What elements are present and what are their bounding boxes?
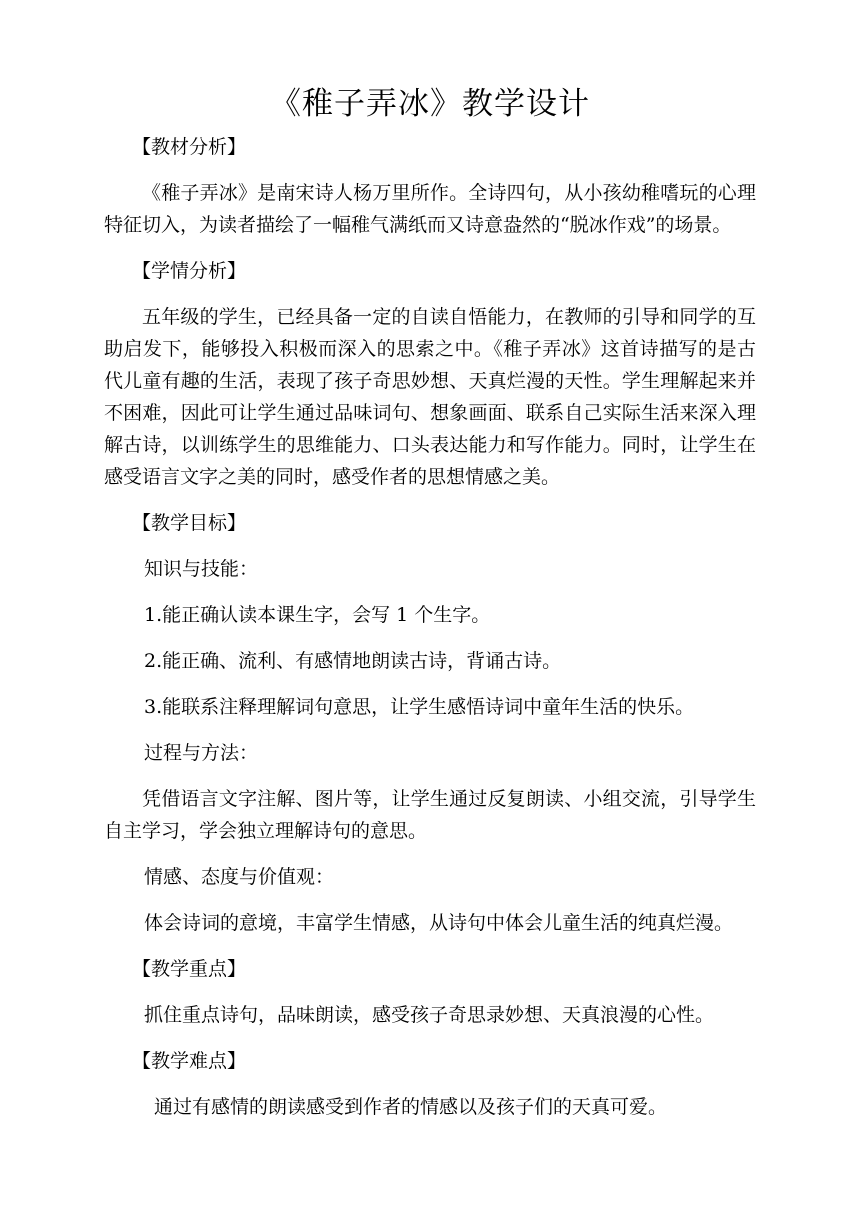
material-analysis-paragraph: 《稚子弄冰》是南宋诗人杨万里所作。全诗四句，从小孩幼稚嗜玩的心理特征切入，为读者描绘了一幅稚气满纸而又诗意盎然的“脱冰作戏”的场景。 — [104, 182, 756, 236]
difficulties-heading: 【教学难点】 — [132, 1050, 247, 1072]
material-analysis-heading: 【教材分析】 — [132, 136, 247, 158]
knowledge-item-1: 1.能正确认读本课生字，会写 1 个生字。 — [144, 604, 491, 626]
teaching-goals-heading: 【教学目标】 — [132, 512, 247, 534]
process-methods-label: 过程与方法： — [144, 742, 259, 764]
key-points-heading: 【教学重点】 — [132, 958, 247, 980]
emotion-values-label: 情感、态度与价值观： — [144, 866, 335, 888]
process-methods-paragraph: 凭借语言文字注解、图片等，让学生通过反复朗读、小组交流，引导学生自主学习，学会独立理解诗句的意思。 — [104, 788, 756, 842]
learner-analysis-paragraph: 五年级的学生，已经具备一定的自读自悟能力，在教师的引导和同学的互助启发下，能够投入积极而深入的思索之中。《稚子弄冰》这首诗描写的是古代儿童有趣的生活，表现了孩子奇思妙想、天真烂漫的天性。学生理解起来并不困难，因此可让学生通过品味词句、想象画面、联系自己实际生活来深入理解古诗，以训练学生的思维能力、口头表达能力和写作能力。同时，让学生在感受语言文字之美的同时，感受作者的思想情感之美。 — [104, 306, 756, 488]
document-title: 《稚子弄冰》教学设计 — [270, 86, 590, 122]
document-body — [104, 131, 756, 1137]
emotion-values-paragraph: 体会诗词的意境，丰富学生情感，从诗句中体会儿童生活的纯真烂漫。 — [144, 912, 734, 934]
learner-analysis-heading: 【学情分析】 — [132, 260, 247, 282]
knowledge-item-3: 3.能联系注释理解词句意思，让学生感悟诗词中童年生活的快乐。 — [144, 696, 695, 718]
key-points-paragraph: 抓住重点诗句，品味朗读，感受孩子奇思录妙想、天真浪漫的心性。 — [144, 1004, 715, 1026]
knowledge-item-2: 2.能正确、流利、有感情地朗读古诗，背诵古诗。 — [144, 650, 562, 672]
difficulties-paragraph: 通过有感情的朗读感受到作者的情感以及孩子们的天真可爱。 — [154, 1096, 668, 1118]
knowledge-skills-label: 知识与技能： — [144, 558, 259, 580]
